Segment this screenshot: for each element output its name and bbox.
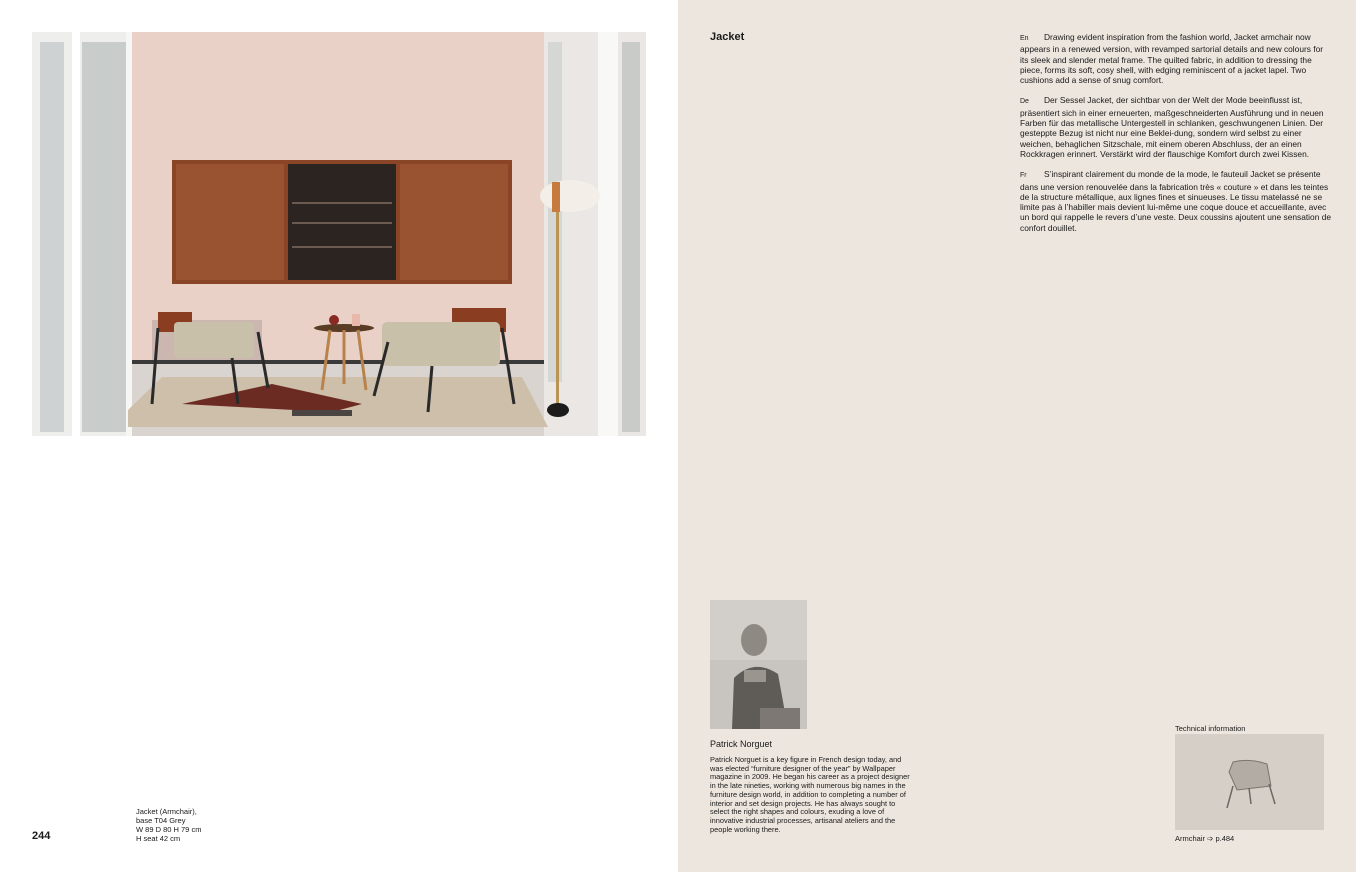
caption-line: Jacket (Armchair), — [136, 807, 197, 816]
product-title: Jacket — [710, 31, 745, 43]
armchair-sketch — [1175, 734, 1324, 830]
armchair-thumbnail — [1175, 734, 1324, 830]
designer-portrait-illustration — [710, 600, 807, 729]
description-text: Drawing evident inspiration from the fashion world, Jacket armchair now appears in a renewed version, with revamped sartorial details and new colours for its sleek and slender metal frame. The quilted fabric, in addition to dressing the piece, forms its soft, cosy shell, with edging reminiscent of a jacket lapel. Two cushions add a sense of snug comfort. — [1020, 32, 1324, 86]
interior-photo — [32, 32, 646, 436]
description-en — [1020, 32, 1332, 85]
designer-name: Patrick Norguet — [710, 739, 773, 749]
language-code: Fr — [1020, 172, 1027, 180]
caption-line: base T04 Grey — [136, 816, 186, 825]
technical-information-label: Technical information — [1175, 724, 1246, 733]
caption-line: H seat 42 cm — [136, 834, 181, 843]
photo-caption — [136, 807, 201, 843]
page-number: 244 — [32, 830, 51, 842]
armchair-page-link[interactable]: Armchair ➩ p.484 — [1175, 834, 1235, 843]
designer-portrait — [710, 600, 807, 729]
interior-illustration — [32, 32, 646, 436]
description-de — [1020, 95, 1332, 159]
description-text: Der Sessel Jacket, der sichtbar von der Welt der Mode beeinflusst ist, präsentiert sich in einer erneuerten, maßgeschneiderten Ausführung und in neuen Farben für das metallische Untergestell in schlanken, geschwungenen Linien. Der gesteppte Bezug ist nicht nur eine Beklei-dung, sondern wird selbst zu einer weichen, behaglichen Sitzschale, mit einem oberen Abschluss, der an einen Rockkragen erinnert. Verstärkt wird der flauschige Komfort durch zwei Kissen. — [1020, 95, 1324, 159]
language-code: En — [1020, 35, 1029, 42]
description-column — [1020, 32, 1332, 243]
caption-line: W 89 D 80 H 79 cm — [136, 825, 202, 834]
right-page — [678, 0, 1356, 872]
language-code: De — [1020, 98, 1029, 106]
description-fr — [1020, 169, 1332, 233]
description-text: S’inspirant clairement du monde de la mode, le fauteuil Jacket se présente dans une version renouvelée dans la fabrication très « couture » et dans les teintes de la structure métallique, aux lignes fines et sinueuses. Le tissu matelassé ne se limite pas à l’habiller mais devient lui-même une coque douce et accueillante, avec un bord qui rappelle le revers d’une veste. Deux coussins ajoutent une sensation de confort douillet. — [1020, 169, 1332, 233]
designer-bio: Patrick Norguet is a key figure in French design today, and was elected “furniture designer of the year” by Wallpaper magazine in 2009. He began his career as a project designer in the late nineties, working with numerous big names in the furniture design world, in addition to completing a number of interior and set design projects. He has always sought to select the right shapes and colours, exuding a love of innovative industrial processes, artisanal ateliers and the people working there. — [710, 755, 910, 834]
